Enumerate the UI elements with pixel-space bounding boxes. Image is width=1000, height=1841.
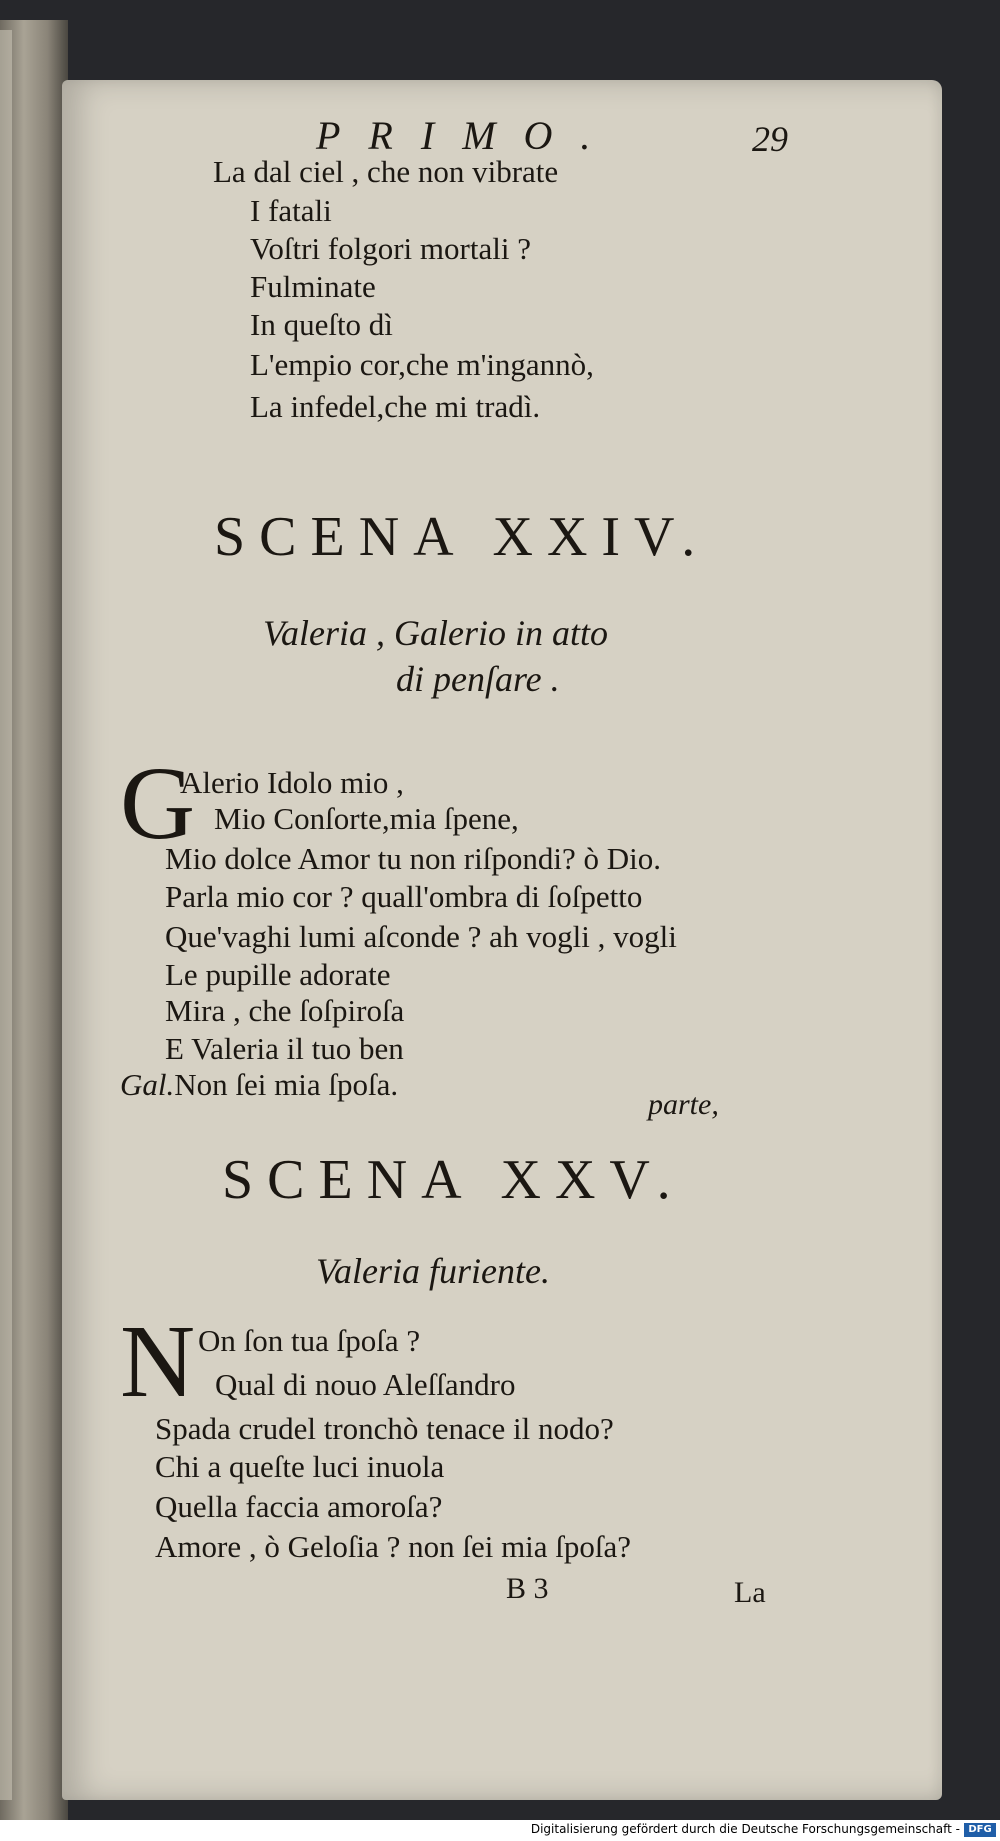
verse-line: L'empio cor,che m'ingannò,	[250, 347, 594, 382]
scene-persons: Valeria furiente.	[316, 1251, 550, 1291]
dfg-logo: DFG	[964, 1823, 996, 1837]
scene-persons: Valeria , Galerio in atto	[263, 613, 608, 653]
verse-line: Le pupille adorate	[165, 957, 391, 992]
verse-line: Alerio Idolo mio ,	[180, 765, 404, 800]
catchword: La	[734, 1576, 766, 1609]
running-head: PRIMO.	[316, 113, 619, 158]
verse-line: Chi a queſte luci inuola	[155, 1449, 445, 1484]
verse-line: Parla mio cor ? quall'ombra di ſoſpetto	[165, 879, 643, 914]
verse-line: La dal ciel , che non vibrate	[213, 154, 559, 189]
page-number: 29	[752, 119, 788, 159]
verse-line: Spada crudel tronchò tenace il nodo?	[155, 1411, 614, 1446]
verse-line: Fulminate	[250, 269, 376, 304]
speech-line	[120, 1066, 398, 1104]
verse-line: Qual di nouo Aleſſandro	[215, 1367, 516, 1402]
binding-edge	[0, 30, 12, 1800]
speaker-name: Gal.	[120, 1067, 175, 1102]
verse-line: E Valeria il tuo ben	[165, 1031, 404, 1066]
stage-direction: parte,	[648, 1088, 719, 1121]
drop-cap: N	[120, 1304, 196, 1419]
scene-title: SCENA XXIV.	[214, 506, 710, 568]
verse-line: Mio Conſorte,mia ſpene,	[214, 801, 519, 836]
scene-title: SCENA XXV.	[222, 1149, 685, 1211]
verse-line: Quella faccia amoroſa?	[155, 1489, 443, 1524]
verse-line: In queſto dì	[250, 307, 393, 342]
signature-mark: B 3	[506, 1572, 549, 1605]
footer-credit: Digitalisierung gefördert durch die Deutsche Forschungsgemeinschaft -	[530, 1822, 960, 1836]
scene-persons: di penſare .	[396, 659, 560, 699]
speech-text: Non ſei mia ſpoſa.	[174, 1067, 399, 1102]
footer-bar	[0, 1820, 1000, 1841]
verse-line: On ſon tua ſpoſa ?	[198, 1323, 421, 1358]
verse-line: Mio dolce Amor tu non riſpondi? ò Dio.	[165, 841, 661, 876]
drop-cap: G	[120, 746, 196, 861]
verse-line: I fatali	[250, 193, 332, 228]
verse-line: Que'vaghi lumi aſconde ? ah vogli , vogli	[165, 919, 677, 954]
verse-line: La infedel,che mi tradì.	[250, 389, 541, 424]
verse-line: Voſtri folgori mortali ?	[250, 231, 531, 266]
verse-line: Amore , ò Geloſia ? non ſei mia ſpoſa?	[155, 1529, 632, 1564]
verse-line: Mira , che ſoſpiroſa	[165, 993, 405, 1028]
